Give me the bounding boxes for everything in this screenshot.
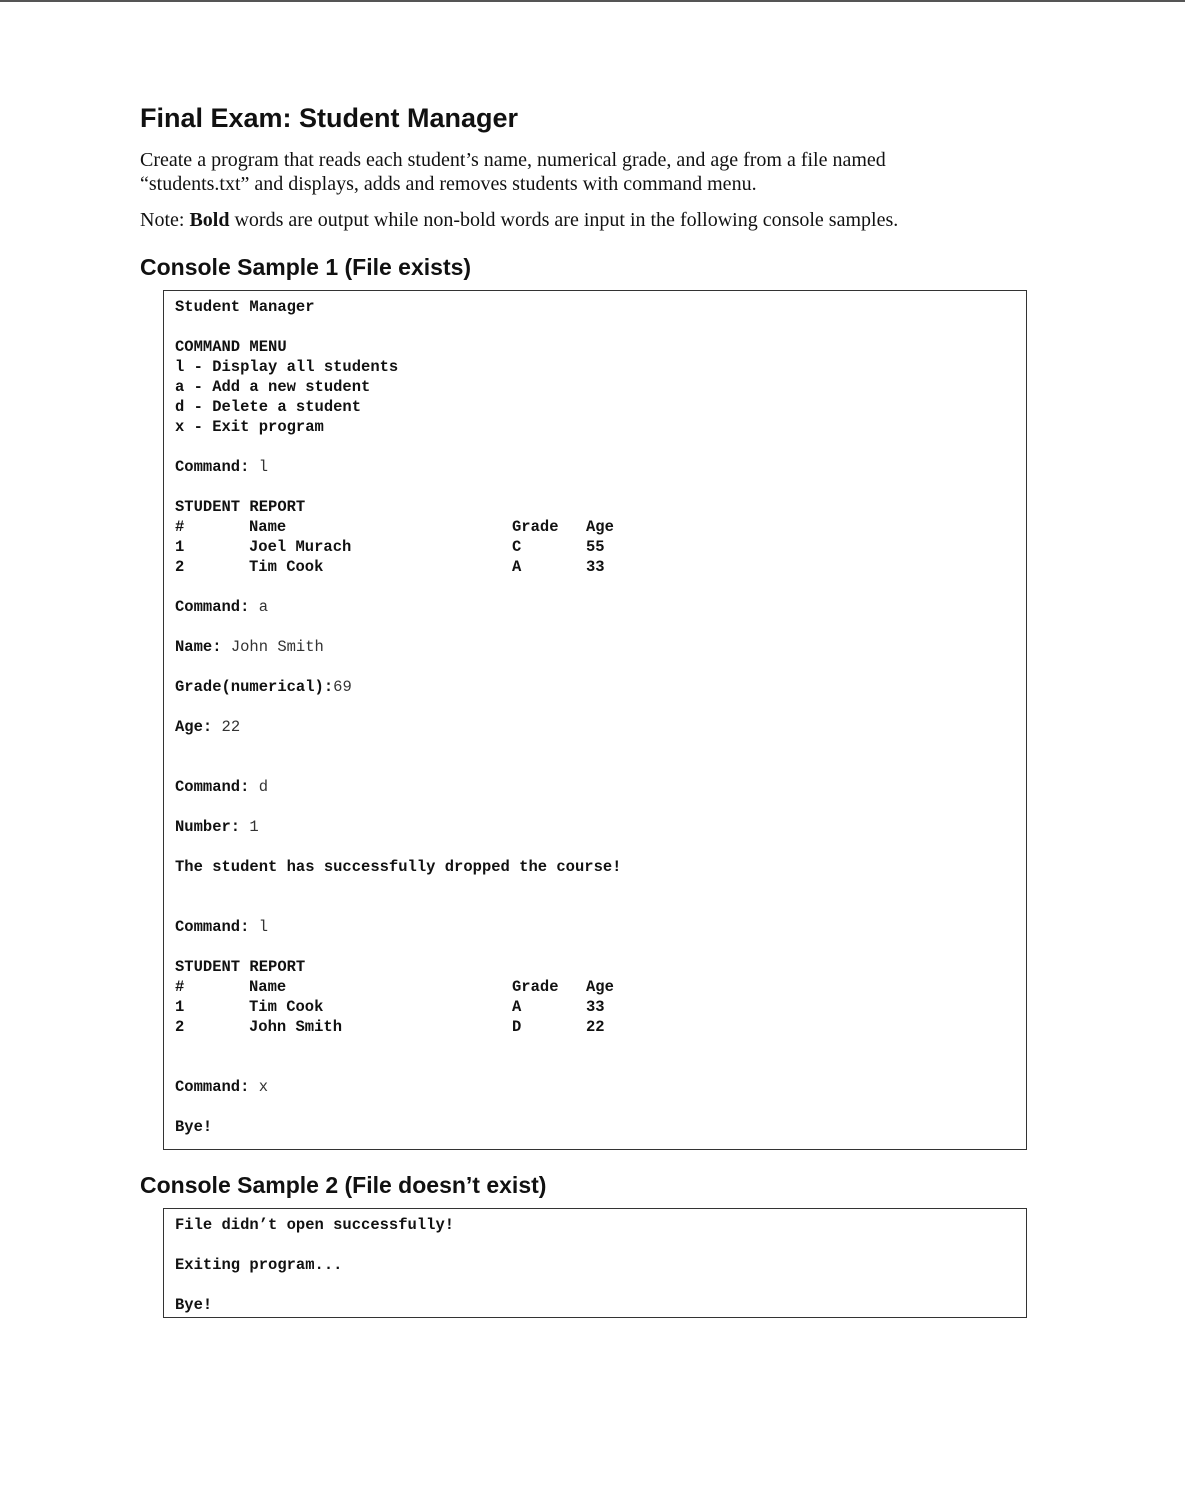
menu-item: l - Display all students	[175, 358, 399, 376]
file-error-line: File didn’t open successfully!	[175, 1216, 455, 1234]
row-age: 33	[586, 998, 605, 1016]
report-title: STUDENT REPORT	[175, 498, 306, 516]
name-prompt-line	[175, 637, 1016, 657]
note-prefix: Note:	[140, 209, 190, 231]
note-rest: words are output while non-bold words are input in the following console samples.	[229, 209, 899, 231]
col-age-header: Age	[586, 518, 614, 536]
row-grade: D	[512, 1018, 522, 1036]
row-num: 1	[175, 998, 185, 1016]
page-title: Final Exam: Student Manager	[140, 103, 519, 133]
command-input: l	[258, 918, 269, 936]
number-input: 1	[249, 818, 259, 836]
menu-item: a - Add a new student	[175, 378, 371, 396]
report-title: STUDENT REPORT	[175, 958, 306, 976]
row-grade: C	[512, 538, 522, 556]
row-age: 55	[586, 538, 605, 556]
grade-label: Grade(numerical):	[175, 678, 334, 696]
report-header-row	[175, 517, 1016, 537]
console-sample-1	[163, 290, 1027, 1150]
row-name: Tim Cook	[249, 998, 324, 1016]
age-prompt-line	[175, 717, 1016, 737]
table-row	[175, 557, 1016, 577]
command-line	[175, 597, 1016, 617]
drop-message: The student has successfully dropped the course!	[175, 858, 622, 876]
col-name-header: Name	[249, 518, 287, 536]
top-rule	[0, 0, 1185, 2]
sample2-heading: Console Sample 2 (File doesn’t exist)	[140, 1172, 547, 1198]
note-bold-word: Bold	[189, 209, 230, 231]
col-grade-header: Grade	[512, 518, 559, 536]
col-age-header: Age	[586, 978, 614, 996]
command-line	[175, 917, 1016, 937]
grade-prompt-line	[175, 677, 1016, 697]
name-input: John Smith	[230, 638, 324, 656]
table-row	[175, 1017, 1016, 1037]
menu-item: x - Exit program	[175, 418, 324, 436]
intro-paragraph: Create a program that reads each student’s name, numerical grade, and age from a file named “students.txt” and displays, adds and removes students with command menu.	[140, 149, 886, 195]
table-row	[175, 537, 1016, 557]
command-label: Command:	[175, 918, 259, 936]
number-prompt-line	[175, 817, 1016, 837]
command-line	[175, 457, 1016, 477]
bye-message: Bye!	[175, 1118, 213, 1136]
command-line	[175, 777, 1016, 797]
command-line	[175, 1077, 1016, 1097]
col-num-header: #	[175, 518, 185, 536]
row-name: Tim Cook	[249, 558, 324, 576]
col-num-header: #	[175, 978, 185, 996]
row-num: 2	[175, 1018, 185, 1036]
command-label: Command:	[175, 1078, 259, 1096]
table-row	[175, 997, 1016, 1017]
command-input: a	[258, 598, 269, 616]
age-input: 22	[221, 718, 241, 736]
command-label: Command:	[175, 458, 259, 476]
exiting-line: Exiting program...	[175, 1256, 343, 1274]
command-input: x	[258, 1078, 269, 1096]
col-grade-header: Grade	[512, 978, 559, 996]
row-name: John Smith	[249, 1018, 343, 1036]
row-age: 33	[586, 558, 605, 576]
row-grade: A	[512, 998, 522, 1016]
command-input: d	[258, 778, 269, 796]
command-label: Command:	[175, 778, 259, 796]
row-age: 22	[586, 1018, 605, 1036]
bye-message: Bye!	[175, 1296, 213, 1314]
age-label: Age:	[175, 718, 222, 736]
report-header-row	[175, 977, 1016, 997]
menu-title: COMMAND MENU	[175, 338, 287, 356]
row-num: 2	[175, 558, 185, 576]
note-paragraph	[140, 208, 980, 232]
document-page	[140, 100, 1040, 1318]
name-label: Name:	[175, 638, 231, 656]
console-sample-2	[163, 1208, 1027, 1318]
command-label: Command:	[175, 598, 259, 616]
row-grade: A	[512, 558, 522, 576]
grade-input: 69	[333, 678, 352, 696]
menu-item: d - Delete a student	[175, 398, 362, 416]
row-num: 1	[175, 538, 185, 556]
app-title-line: Student Manager	[175, 298, 315, 316]
number-label: Number:	[175, 818, 250, 836]
row-name: Joel Murach	[249, 538, 352, 556]
col-name-header: Name	[249, 978, 287, 996]
sample1-heading: Console Sample 1 (File exists)	[140, 254, 472, 280]
command-input: l	[258, 458, 269, 476]
